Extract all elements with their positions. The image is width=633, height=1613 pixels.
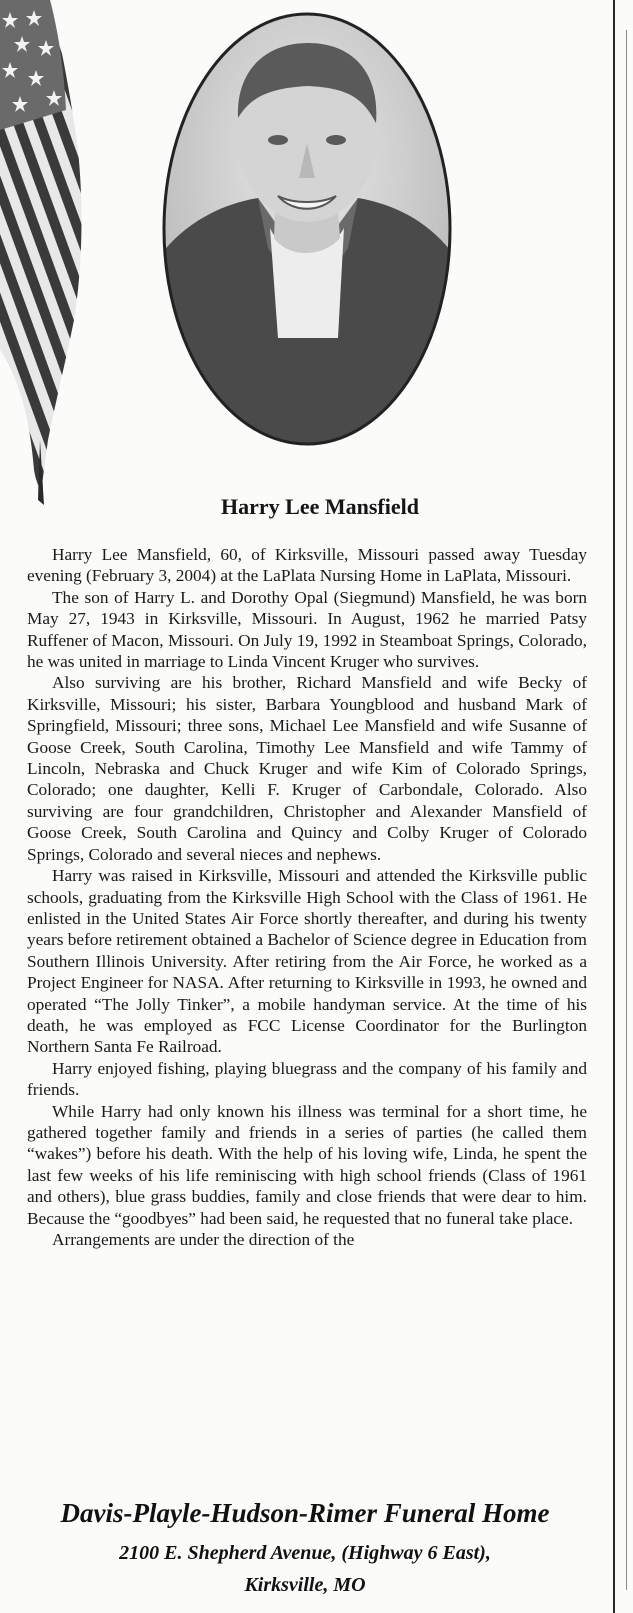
page-border-right [613, 0, 615, 1613]
paragraph-arrangements: Arrangements are under the direction of the [52, 1230, 355, 1249]
page-border-right-thin [626, 30, 627, 1590]
funeral-home-address: 2100 E. Shepherd Avenue, (Highway 6 East), [119, 1542, 491, 1564]
funeral-home-city: Kirksville, MO [244, 1574, 366, 1596]
funeral-home-name: Davis-Playle-Hudson-Rimer Funeral Home [60, 1498, 550, 1528]
paragraph-survivors: Also surviving are his brother, Richard Mansfield and wife Becky of Kirksville, Missouri; his sister, Barbara Youngblood and husband Mark of Springfield, Missouri; three sons, Michael Lee Mansfield and wife Susanne of Goose Creek, South Carolina, Timothy Lee Mansfield and wife Tammy of Lincoln, Nebraska and Chuck Kruger and wife Kim of Colorado Springs, Colorado; one daughter, Kelli F. Kruger of Carbondale, Colorado. Also surviving are four grandchildren, Christopher and Alexander Mansfield of Goose Creek, South Carolina and Quincy and Colby Kruger of Colorado Springs, Colorado and several nieces and nephews. [27, 673, 587, 864]
paragraph-career: Harry was raised in Kirksville, Missouri and attended the Kirksville public schools, graduating from the Kirksville High School with the Class of 1961. He enlisted in the United States Air Force shortly thereafter, and during his twenty years before retirement obtained a Bachelor of Science degree in Education from Southern Illinois University. After retiring from the Air Force, he worked as a Project Engineer for NASA. After returning to Kirksville in 1993, he owned and operated “The Jolly Tinker”, a mobile handyman service. At the time of his death, he was employed as FCC License Coordinator for the Burlington Northern Santa Fe Railroad. [27, 866, 587, 1057]
obituary-body [27, 544, 587, 1250]
paragraph-final-weeks: While Harry had only known his illness was terminal for a short time, he gathered together family and friends in a series of parties (he called them “wakes”) before his death. With the help of his loving wife, Linda, he spent the last few weeks of his life reminiscing with high school friends (Class of 1961 and others), blue grass buddies, family and close friends that were dear to him. Because the “goodbyes” had been said, he requested that no funeral take place. [27, 1101, 587, 1228]
paragraph-hobbies: Harry enjoyed fishing, playing bluegrass and the company of his family and friends. [27, 1058, 587, 1100]
deceased-name: Harry Lee Mansfield [221, 494, 419, 519]
paragraph-birth-marriage: The son of Harry L. and Dorothy Opal (Siegmund) Mansfield, he was born May 27, 1943 in Kirksville, Missouri. In August, 1962 he married Patsy Ruffener of Macon, Missouri. On July 19, 1992 in Steamboat Springs, Colorado, he was united in marriage to Linda Vincent Kruger who survives. [27, 587, 587, 672]
american-flag-icon [0, 0, 86, 520]
paragraph-death-notice: Harry Lee Mansfield, 60, of Kirksville, Missouri passed away Tuesday evening (February 3, 2004) at the LaPlata Nursing Home in LaPlata, Missouri. [27, 545, 587, 586]
portrait-photo [158, 8, 456, 450]
